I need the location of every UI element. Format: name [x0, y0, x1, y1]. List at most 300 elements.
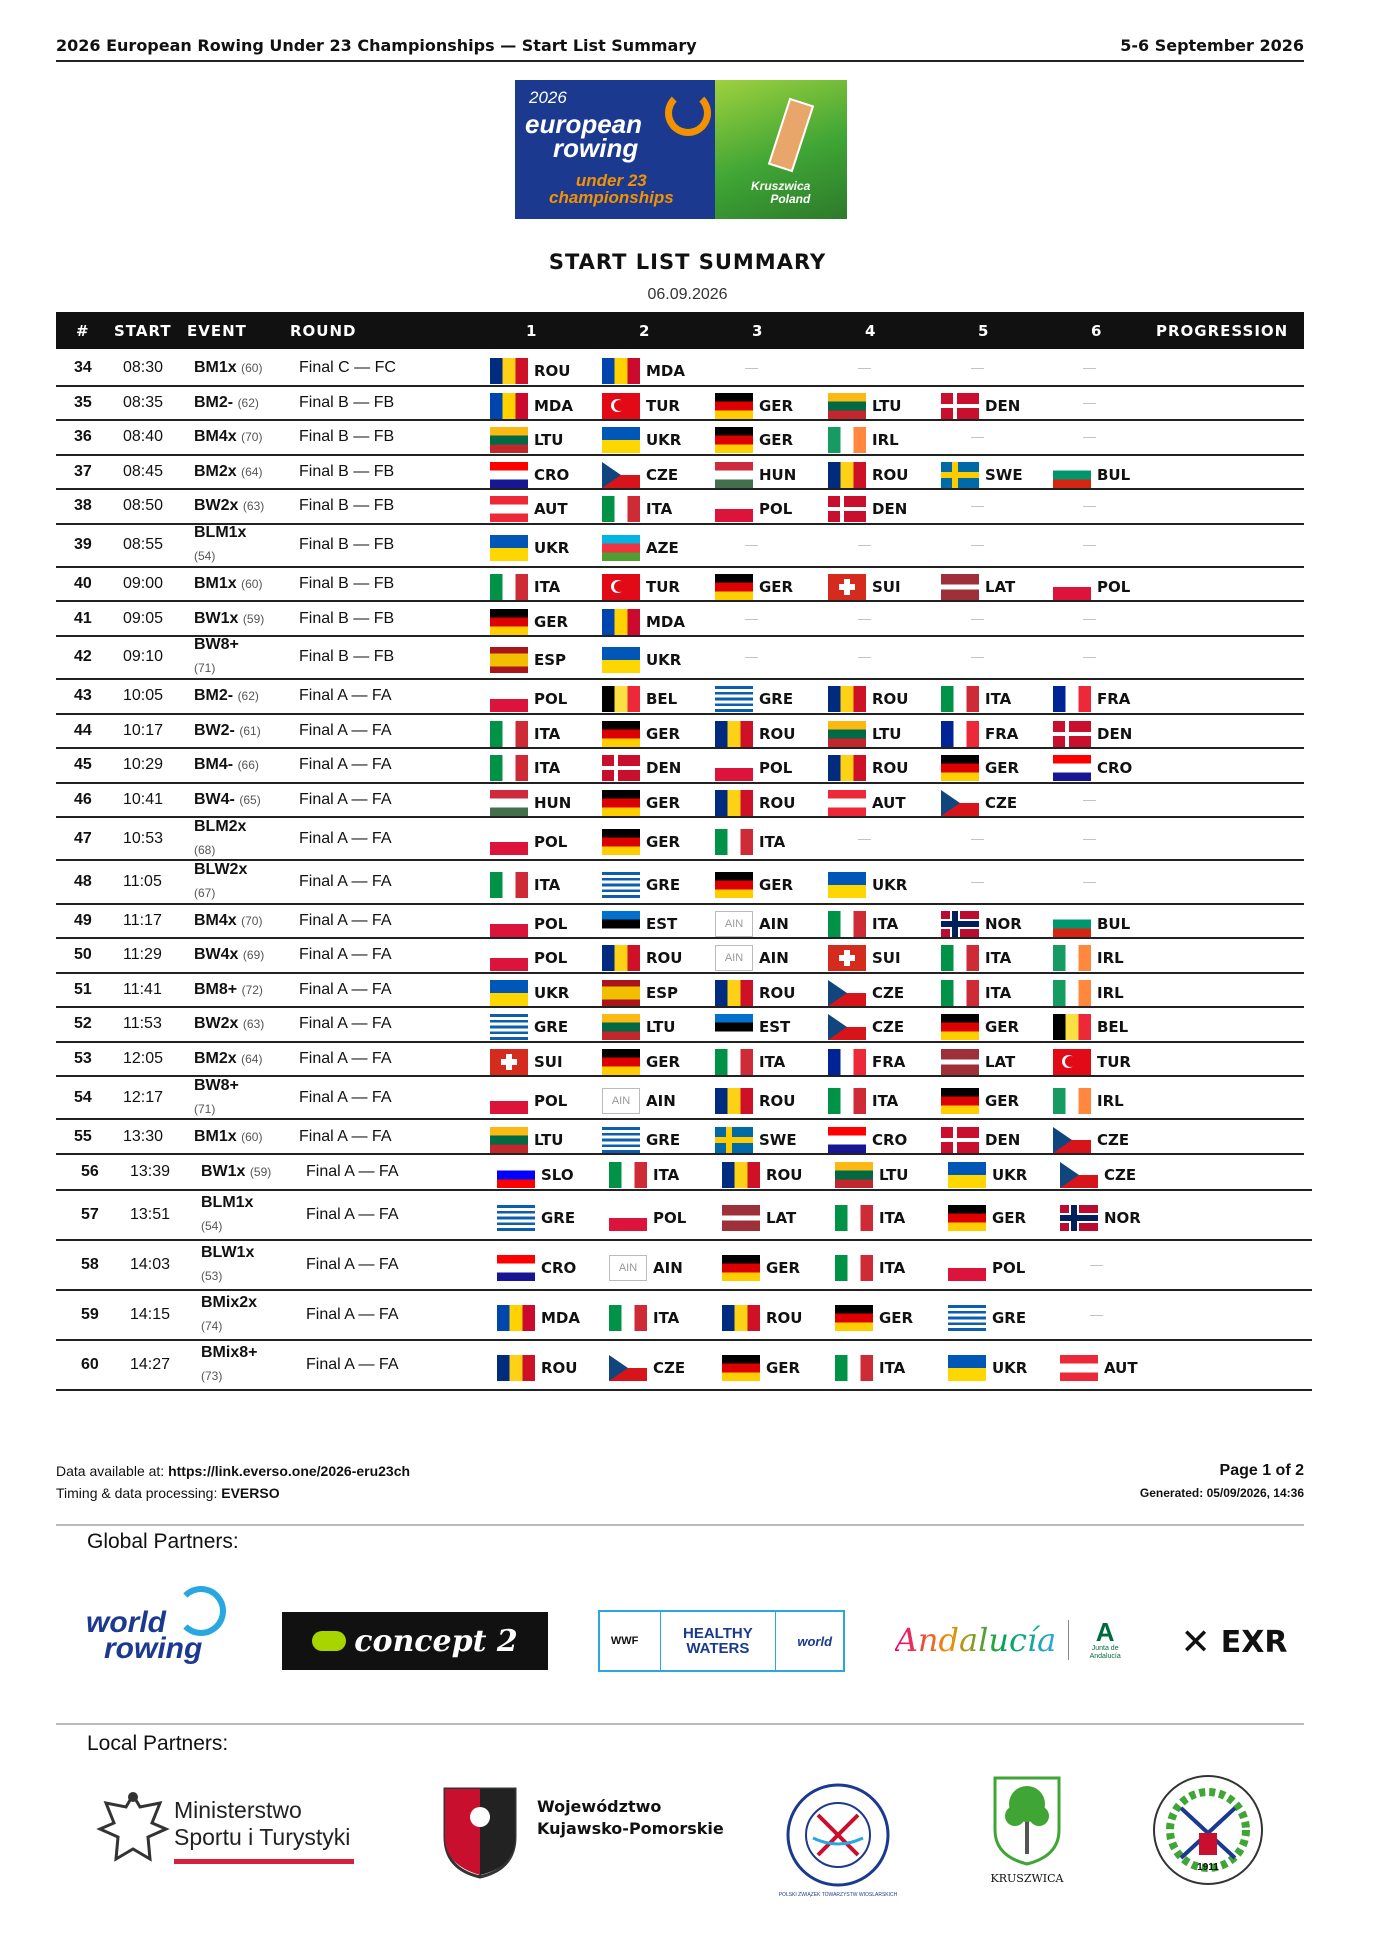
lane-1-crew	[490, 721, 560, 747]
country-code: AIN	[646, 1091, 676, 1110]
andalucia-logo: Andalucía A Junta de Andalucía	[894, 1617, 1121, 1660]
lane-2-crew	[602, 980, 678, 1006]
event-code: BM2-	[194, 393, 234, 411]
lane-5-crew	[941, 686, 1011, 712]
lane-4-crew	[835, 1305, 913, 1331]
lane-2-crew	[609, 1162, 679, 1188]
event-code: BLW1x	[201, 1244, 255, 1261]
country-code: LTU	[872, 396, 902, 415]
start-time: 08:55	[123, 536, 164, 554]
lane-6-crew	[1053, 1088, 1124, 1114]
event-index: (71)	[194, 1101, 216, 1116]
lane-3-crew	[715, 462, 796, 488]
country-code: IRL	[1097, 949, 1124, 968]
country-code: ROU	[766, 1166, 803, 1184]
lane-1-crew	[490, 755, 560, 781]
start-time: 09:10	[123, 648, 164, 666]
round-name: Final B — FB	[299, 428, 395, 446]
event-index: (70)	[241, 913, 263, 928]
country-code: ROU	[766, 1309, 803, 1327]
lane-1-crew	[490, 911, 567, 937]
country-code: ROU	[759, 793, 796, 812]
lane-1-crew	[490, 686, 567, 712]
country-code: GER	[646, 1052, 681, 1071]
table-row	[56, 1043, 1304, 1078]
lane-3-crew	[722, 1255, 800, 1281]
empty-lane: —	[971, 830, 984, 846]
event-index: (62)	[237, 689, 259, 704]
round-name: Final A — FA	[306, 1356, 399, 1373]
country-code: MDA	[646, 362, 685, 381]
country-code: FRA	[985, 724, 1019, 743]
lane-3-crew	[715, 393, 793, 419]
country-code: AUT	[534, 500, 568, 519]
country-code: AZE	[646, 539, 679, 558]
country-code: GER	[985, 1018, 1020, 1037]
lane-4-crew	[828, 945, 901, 971]
race-number: 44	[74, 721, 92, 739]
country-code: ROU	[872, 465, 909, 484]
event-index: (68)	[194, 842, 216, 857]
empty-lane: —	[1083, 830, 1096, 846]
lane-4-crew	[828, 755, 908, 781]
country-code: SUI	[534, 1052, 563, 1071]
country-code: MDA	[541, 1309, 580, 1327]
event-code: BW4-	[194, 790, 235, 808]
event-code: BM4x	[194, 428, 237, 446]
country-code: ITA	[534, 578, 561, 597]
round-name: Final A — FA	[306, 1256, 399, 1273]
lane-1-crew	[490, 1049, 563, 1075]
country-code: SUI	[872, 949, 901, 968]
race-number: 42	[74, 648, 92, 666]
col-start: START	[114, 322, 172, 340]
lane-3-crew	[715, 980, 795, 1006]
lane-6-crew	[1053, 1014, 1128, 1040]
table-row	[56, 861, 1304, 904]
event-index: (67)	[194, 886, 216, 901]
kruszwica-name: KRUSZWICA	[990, 1872, 1064, 1885]
local-partners-title: Local Partners:	[87, 1732, 229, 1755]
country-code: IRL	[1097, 983, 1124, 1002]
lane-4-crew	[828, 1014, 904, 1040]
country-code: ITA	[759, 832, 786, 851]
event-code: BM1x	[194, 359, 237, 377]
empty-lane: —	[858, 610, 871, 626]
lane-5-crew	[941, 393, 1020, 419]
footer-left: Data available at: https://link.everso.one/2026-eru23ch Timing & data processing: EVERSO	[56, 1463, 411, 1501]
col-lane-3: 3	[752, 322, 764, 340]
country-code: ITA	[759, 1052, 786, 1071]
country-code: HUN	[759, 465, 797, 484]
page-number: Page 1 of 2	[1219, 1462, 1304, 1479]
event-index: (60)	[241, 1129, 263, 1144]
championship-logo	[515, 80, 847, 219]
lane-3-crew	[715, 829, 785, 855]
header-title: 2026 European Rowing Under 23 Championships — Start List Summary	[56, 36, 697, 55]
lane-2-crew	[602, 647, 681, 673]
event-index: (60)	[241, 577, 263, 592]
empty-lane: —	[745, 649, 758, 665]
lane-6-crew	[1053, 574, 1130, 600]
race-number: 39	[74, 536, 92, 554]
lane-2-crew	[602, 496, 672, 522]
country-code: GER	[985, 1091, 1020, 1110]
country-code: ROU	[759, 983, 796, 1002]
country-code: GRE	[646, 876, 681, 895]
lane-5-crew	[941, 980, 1011, 1006]
event-code: BLW2x	[194, 861, 248, 879]
lane-3-crew	[715, 872, 793, 898]
lane-1-crew	[490, 980, 569, 1006]
event-code: BM2x	[194, 462, 237, 480]
race-number: 51	[74, 980, 92, 998]
event-index: (69)	[242, 948, 265, 963]
country-code: CRO	[534, 465, 570, 484]
lane-2-crew	[602, 911, 677, 937]
lane-5-crew	[948, 1355, 1027, 1381]
lane-2-crew	[602, 462, 678, 488]
lane-5-crew	[948, 1162, 1027, 1188]
country-code: GRE	[541, 1209, 576, 1227]
country-code: POL	[1097, 578, 1131, 597]
event-index: (72)	[241, 982, 263, 997]
start-time: 08:45	[123, 462, 164, 480]
divider	[56, 1723, 1304, 1725]
lane-4-crew	[828, 462, 908, 488]
event-index: (64)	[241, 1051, 263, 1066]
round-name: Final A — FA	[299, 873, 392, 891]
country-code: ROU	[534, 362, 571, 381]
country-code: CZE	[653, 1359, 686, 1377]
country-code: ITA	[646, 500, 673, 519]
table-row	[56, 1241, 1312, 1291]
col-lane-4: 4	[865, 322, 877, 340]
event-index: (64)	[241, 464, 263, 479]
country-code: UKR	[992, 1359, 1028, 1377]
country-code: CRO	[1097, 759, 1133, 778]
lane-1-crew	[490, 496, 568, 522]
empty-lane: —	[971, 360, 984, 376]
pztw-logo	[778, 1780, 898, 1890]
lane-6-crew	[1053, 1127, 1129, 1153]
country-code: LTU	[534, 431, 564, 450]
country-code: UKR	[646, 431, 682, 450]
generated-at: Generated: 05/09/2026, 14:36	[1139, 1486, 1304, 1500]
wwf-icon: WWF	[610, 1635, 639, 1647]
country-code: BEL	[1097, 1018, 1129, 1037]
race-number: 56	[81, 1163, 99, 1180]
lane-4-crew	[835, 1205, 905, 1231]
country-code: IRL	[872, 431, 899, 450]
table-row	[56, 387, 1304, 422]
table-row	[56, 818, 1304, 861]
country-code: HUN	[534, 793, 572, 812]
table-row	[56, 1155, 1312, 1191]
country-code: AUT	[1104, 1359, 1138, 1377]
start-time: 08:50	[123, 497, 164, 515]
pztw-name: POLSKI ZWIĄZEK TOWARZYSTW WIOŚLARSKICH	[778, 1892, 898, 1898]
empty-lane: —	[1083, 537, 1096, 553]
lane-5-crew	[941, 790, 1017, 816]
country-code: POL	[534, 832, 568, 851]
lane-2-crew	[602, 1049, 680, 1075]
country-code: POL	[992, 1259, 1026, 1277]
lane-5-crew	[941, 755, 1019, 781]
event-code: BLM1x	[194, 524, 247, 542]
lane-4-crew	[828, 790, 906, 816]
country-code: ITA	[872, 914, 899, 933]
table-row	[56, 974, 1304, 1009]
lane-1-crew	[490, 462, 569, 488]
kujawsko-pomorskie-crest	[440, 1784, 520, 1880]
table-row	[56, 1077, 1304, 1120]
country-code: GER	[759, 578, 794, 597]
country-code: ITA	[879, 1209, 906, 1227]
empty-lane: —	[1083, 429, 1096, 445]
country-code: LAT	[985, 1052, 1016, 1071]
event-index: (73)	[201, 1369, 223, 1383]
country-code: BUL	[1097, 465, 1131, 484]
lane-3-crew: AIN AIN	[715, 945, 789, 971]
round-name: Final B — FB	[299, 462, 395, 480]
lane-6-crew	[1053, 980, 1124, 1006]
lane-1-crew	[490, 393, 573, 419]
empty-lane: —	[745, 610, 758, 626]
country-code: SLO	[541, 1166, 574, 1184]
lane-4-crew	[828, 574, 901, 600]
country-code: SUI	[872, 578, 901, 597]
event-index: (65)	[239, 792, 261, 807]
event-code: BM1x	[194, 575, 237, 593]
lane-4-crew	[828, 393, 902, 419]
start-time: 14:03	[130, 1256, 171, 1273]
country-code: UKR	[872, 876, 908, 895]
race-number: 48	[74, 873, 92, 891]
event-code: BM2-	[194, 687, 234, 705]
lane-4-crew	[835, 1162, 909, 1188]
event-code: BW4x	[194, 946, 239, 964]
race-number: 41	[74, 609, 92, 627]
lane-1-crew	[490, 647, 566, 673]
race-number: 45	[74, 756, 92, 774]
lane-2-crew	[602, 829, 680, 855]
country-code: GER	[985, 759, 1020, 778]
start-time: 14:15	[130, 1306, 171, 1323]
logo-year: 2026	[529, 88, 567, 107]
lane-2-crew: AIN AIN	[609, 1255, 683, 1281]
round-name: Final B — FB	[299, 393, 395, 411]
lane-6-crew	[1053, 945, 1124, 971]
lane-4-crew	[835, 1255, 905, 1281]
lane-5-crew	[948, 1255, 1025, 1281]
race-number: 36	[74, 428, 92, 446]
country-code: TUR	[646, 396, 680, 415]
event-code: BLM1x	[201, 1194, 254, 1211]
lane-1-crew	[497, 1162, 574, 1188]
start-time: 11:29	[123, 946, 162, 964]
start-time: 10:41	[123, 790, 164, 808]
country-code: ITA	[985, 983, 1012, 1002]
round-name: Final A — FA	[299, 721, 392, 739]
col-lane-5: 5	[978, 322, 990, 340]
country-code: ROU	[759, 724, 796, 743]
country-code: POL	[534, 1091, 568, 1110]
round-name: Final A — FA	[299, 1088, 392, 1106]
country-code: ITA	[872, 1091, 899, 1110]
lane-1-crew	[490, 535, 569, 561]
country-code: ITA	[534, 724, 561, 743]
round-name: Final A — FA	[299, 829, 392, 847]
divider	[56, 1524, 1304, 1526]
lane-6-crew	[1053, 1049, 1131, 1075]
country-code: ESP	[534, 651, 567, 670]
lane-3-crew	[722, 1205, 796, 1231]
country-code: DEN	[985, 1130, 1021, 1149]
lane-4-crew	[835, 1355, 905, 1381]
country-code: GER	[759, 396, 794, 415]
country-code: GER	[646, 832, 681, 851]
country-code: DEN	[646, 759, 682, 778]
event-index: (62)	[237, 395, 259, 410]
round-name: Final A — FA	[306, 1163, 399, 1180]
lane-5-crew	[941, 462, 1023, 488]
start-time: 13:30	[123, 1127, 164, 1145]
table-row	[56, 905, 1304, 940]
lane-4-crew	[828, 1088, 898, 1114]
lane-6-crew	[1060, 1355, 1138, 1381]
country-code: GER	[992, 1209, 1027, 1227]
lane-2-crew: AIN AIN	[602, 1088, 676, 1114]
country-code: LTU	[646, 1018, 676, 1037]
country-code: ROU	[646, 949, 683, 968]
concept2-logo: concept 2	[282, 1612, 548, 1670]
country-code: NOR	[1104, 1209, 1141, 1227]
event-code: BM2x	[194, 1049, 237, 1067]
empty-lane: —	[971, 610, 984, 626]
lane-3-crew	[715, 1049, 785, 1075]
event-index: (71)	[194, 661, 216, 676]
race-number: 47	[74, 829, 92, 847]
lane-3-crew	[715, 721, 795, 747]
country-code: CRO	[541, 1259, 577, 1277]
event-index: (54)	[201, 1219, 223, 1233]
empty-lane: —	[971, 429, 984, 445]
lane-4-crew	[828, 1049, 905, 1075]
lane-2-crew	[609, 1305, 679, 1331]
lane-5-crew	[941, 1088, 1019, 1114]
lane-3-crew	[722, 1355, 800, 1381]
race-number: 49	[74, 911, 92, 929]
logo-subtitle: under 23 championships	[549, 171, 674, 207]
lane-2-crew	[602, 393, 680, 419]
table-row	[56, 715, 1304, 750]
kujawsko-pomorskie-name: Województwo Kujawsko-Pomorskie	[537, 1797, 724, 1838]
start-time: 11:05	[123, 873, 162, 891]
lane-3-crew	[715, 686, 793, 712]
table-row	[56, 1191, 1312, 1241]
col-round: ROUND	[290, 322, 357, 340]
start-time: 11:41	[123, 980, 162, 998]
country-code: GER	[646, 724, 681, 743]
start-time: 13:39	[130, 1163, 171, 1180]
lane-1-crew	[497, 1355, 577, 1381]
lane-2-crew	[602, 358, 685, 384]
event-code: BW8+	[194, 636, 239, 654]
lane-2-crew	[602, 755, 681, 781]
event-code: BW1x	[194, 609, 239, 627]
country-code: POL	[759, 759, 793, 778]
country-code: SWE	[759, 1130, 797, 1149]
round-name: Final A — FA	[299, 1127, 392, 1145]
empty-lane: —	[1083, 394, 1096, 410]
footer-right	[1140, 1460, 1304, 1504]
lane-5-crew	[948, 1205, 1026, 1231]
table-row	[56, 352, 1304, 387]
doc-title: START LIST SUMMARY	[548, 250, 827, 274]
empty-lane: —	[971, 649, 984, 665]
event-index: (61)	[239, 723, 261, 738]
country-code: LTU	[534, 1130, 564, 1149]
empty-lane: —	[1083, 610, 1096, 626]
lane-2-crew	[602, 609, 685, 635]
start-time: 10:29	[123, 756, 164, 774]
col-progression: PROGRESSION	[1156, 322, 1289, 340]
country-code: BUL	[1097, 914, 1131, 933]
country-code: POL	[534, 949, 568, 968]
lane-1-crew	[497, 1205, 575, 1231]
empty-lane: —	[1083, 649, 1096, 665]
empty-lane: —	[858, 537, 871, 553]
world-rowing-logo: world rowing	[86, 1582, 236, 1668]
klub-year: 1911	[1197, 1862, 1219, 1873]
empty-lane: —	[1083, 791, 1096, 807]
event-code: BW2x	[194, 497, 239, 515]
lane-1-crew	[490, 829, 567, 855]
lane-2-crew	[602, 1014, 676, 1040]
lane-6-crew	[1053, 686, 1130, 712]
race-number: 50	[74, 946, 92, 964]
country-code: FRA	[1097, 690, 1131, 709]
lane-3-crew	[715, 574, 793, 600]
country-code: GER	[646, 793, 681, 812]
start-time: 12:17	[123, 1088, 164, 1106]
event-code: BM8+	[194, 980, 238, 998]
race-number: 58	[81, 1256, 99, 1273]
concept2-mark	[312, 1631, 346, 1651]
country-code: AIN	[653, 1259, 683, 1277]
data-url-link[interactable]: https://link.everso.one/2026-eru23ch	[168, 1463, 411, 1479]
lane-3-crew	[715, 496, 792, 522]
country-code: EST	[759, 1018, 791, 1037]
event-index: (60)	[241, 361, 263, 376]
lane-3-crew: AIN AIN	[715, 911, 789, 937]
country-code: SWE	[985, 465, 1023, 484]
lane-5-crew	[941, 574, 1015, 600]
race-number: 46	[74, 790, 92, 808]
event-code: BM4x	[194, 911, 237, 929]
lane-6-crew	[1053, 721, 1132, 747]
lane-3-crew	[722, 1305, 802, 1331]
empty-lane: —	[1090, 1257, 1103, 1272]
race-number: 40	[74, 575, 92, 593]
race-number: 37	[74, 462, 92, 480]
start-time: 10:17	[123, 721, 164, 739]
round-name: Final A — FA	[299, 1049, 392, 1067]
empty-lane: —	[745, 537, 758, 553]
lane-5-crew	[941, 1049, 1015, 1075]
start-time: 09:05	[123, 609, 164, 627]
